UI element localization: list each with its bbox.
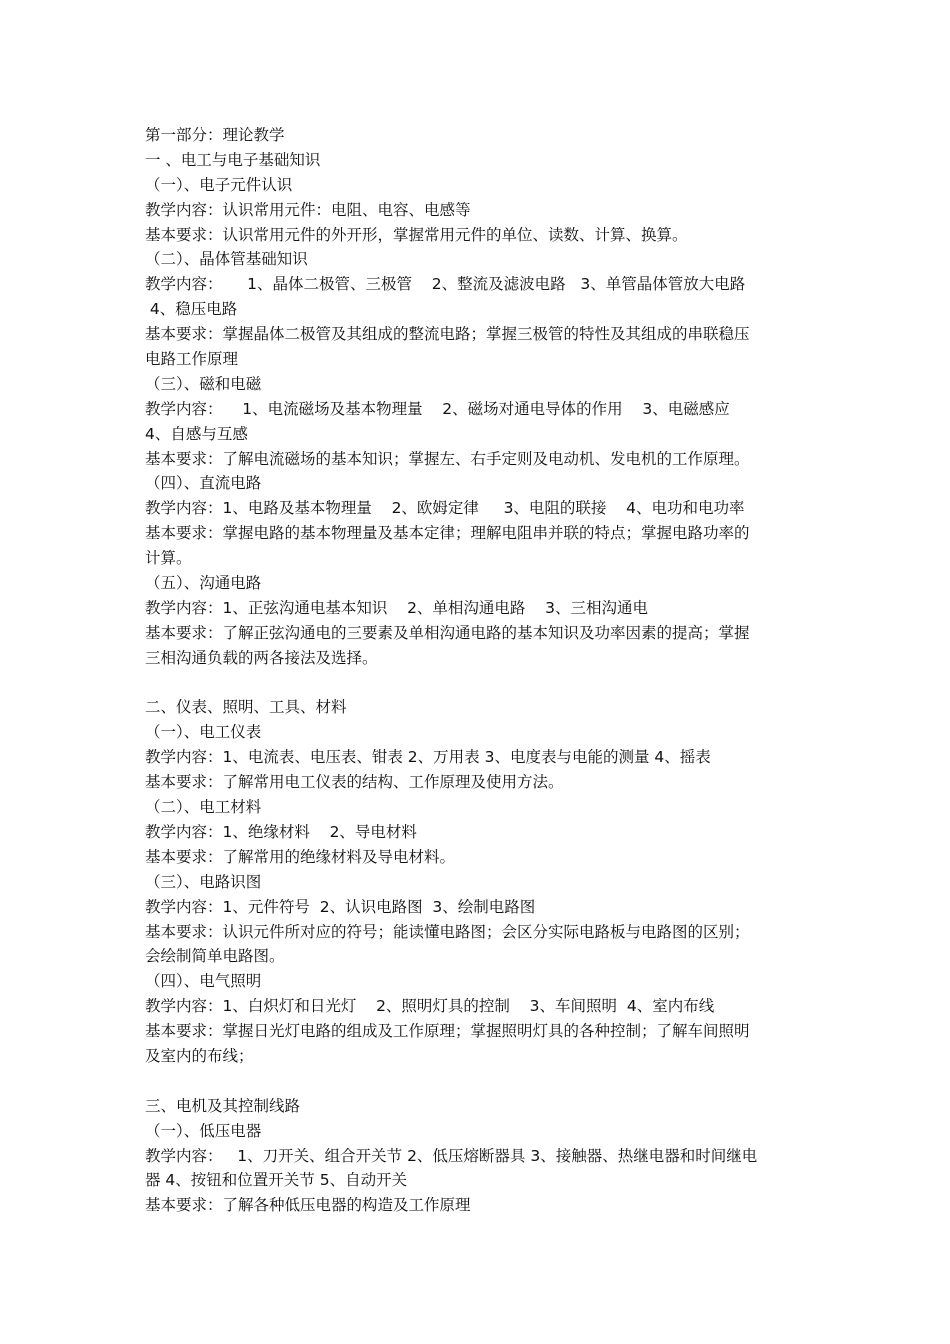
text-line: 器 4、按钮和位置开关节 5、自动开关	[145, 1171, 408, 1190]
text-line: 教学内容：1、元件符号 2、认识电路图 3、绘制电路图	[145, 897, 536, 916]
text-line: （一）、电工仪表	[145, 723, 262, 742]
text-line: 教学内容： 1、晶体二极管、三极管 2、整流及滤波电路 3、单管晶体管放大电路	[145, 275, 746, 294]
text-line: 基本要求：了解常用电工仪表的结构、工作原理及使用方法。	[145, 773, 564, 792]
text-line: 电路工作原理	[145, 350, 239, 369]
text-line: 基本要求：了解常用的绝缘材料及导电材料。	[145, 847, 456, 866]
text-line: 教学内容：1、白炽灯和日光灯 2、照明灯具的控制 3、车间照明 4、室内布线	[145, 997, 715, 1016]
text-line: 基本要求：掌握晶体二极管及其组成的整流电路；掌握三极管的特性及其组成的串联稳压	[145, 325, 750, 344]
text-line: （五）、沟通电路	[145, 574, 262, 593]
text-line: 基本要求：了解电流磁场的基本知识；掌握左、右手定则及电动机、发电机的工作原理。	[145, 449, 750, 468]
text-line: 教学内容：1、正弦沟通电基本知识 2、单相沟通电路 3、三相沟通电	[145, 598, 649, 617]
text-line: 基本要求：了解正弦沟通电的三要素及单相沟通电路的基本知识及功率因素的提高；掌握	[145, 623, 750, 642]
blank-line	[145, 671, 810, 696]
text-line: 基本要求：掌握电路的基本物理量及基本定律；理解电阻串并联的特点；掌握电路功率的	[145, 524, 750, 543]
text-line: 教学内容：认识常用元件：电阻、电容、电感等	[145, 200, 471, 219]
text-line: 三相沟通负载的两各接法及选择。	[145, 648, 378, 667]
text-line: 4、稳压电路	[145, 300, 238, 319]
text-line: （一）、低压电器	[145, 1121, 262, 1140]
text-line: 4、自感与互感	[145, 424, 248, 443]
text-line: （二）、晶体管基础知识	[145, 250, 308, 269]
text-line: 基本要求：了解各种低压电器的构造及工作原理	[145, 1196, 471, 1215]
text-line: 教学内容：1、电流表、电压表、钳表 2、万用表 3、电度表与电能的测量 4、摇表	[145, 748, 711, 767]
text-line: （四）、电气照明	[145, 972, 262, 991]
text-line: 基本要求：认识元件所对应的符号；能读懂电路图；会区分实际电路板与电路图的区别；	[145, 922, 750, 941]
document-body	[145, 123, 810, 1218]
text-line: （一）、电子元件认识	[145, 175, 293, 194]
text-line: （四）、直流电路	[145, 474, 262, 493]
text-line: 计算。	[145, 549, 192, 568]
text-line: 二、仪表、照明、工具、材料	[145, 698, 347, 717]
text-line: 及室内的布线；	[145, 1046, 254, 1065]
text-line: 三、电机及其控制线路	[145, 1096, 301, 1115]
text-line: 教学内容： 1、电流磁场及基本物理量 2、磁场对通电导体的作用 3、电磁感应	[145, 399, 730, 418]
text-line: 基本要求：认识常用元件的外开形，掌握常用元件的单位、读数、计算、换算。	[145, 225, 688, 244]
text-line: 基本要求：掌握日光灯电路的组成及工作原理；掌握照明灯具的各种控制；了解车间照明	[145, 1022, 750, 1041]
text-line: （二）、电工材料	[145, 798, 262, 817]
text-line: （三）、磁和电磁	[145, 374, 262, 393]
text-line: 教学内容：1、绝缘材料 2、导电材料	[145, 822, 417, 841]
text-line: 教学内容： 1、刀开关、组合开关节 2、低压熔断器具 3、接触器、热继电器和时间继电	[145, 1146, 758, 1165]
text-line: （三）、电路识图	[145, 872, 262, 891]
blank-line	[145, 1069, 810, 1094]
text-line: 一 、电工与电子基础知识	[145, 150, 321, 169]
text-line: 会绘制简单电路图。	[145, 947, 285, 966]
text-line: 第一部分：理论教学	[145, 126, 285, 144]
text-line: 教学内容：1、电路及基本物理量 2、欧姆定律 3、电阻的联接 4、电功和电功率	[145, 499, 745, 518]
